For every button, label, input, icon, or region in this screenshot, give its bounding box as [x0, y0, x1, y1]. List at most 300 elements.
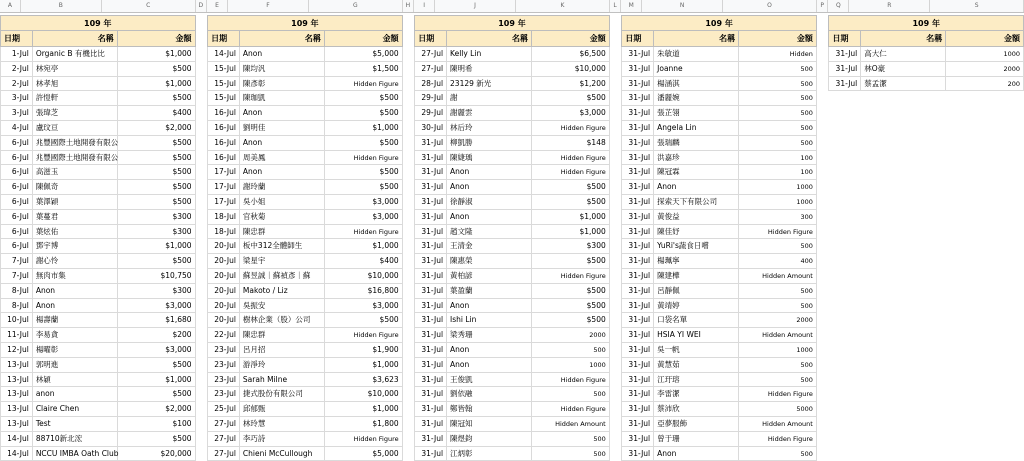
cell-name[interactable]: Anon — [33, 284, 118, 299]
column-header-p[interactable]: P — [817, 0, 829, 12]
cell-name[interactable]: Sarah Milne — [240, 373, 325, 388]
cell-amount[interactable]: $1,000 — [118, 47, 196, 62]
cell-amount[interactable]: Hidden — [739, 47, 817, 62]
cell-name[interactable]: 兆豐國際土地開發有限公 — [33, 136, 118, 151]
cell-amount[interactable]: $3,000 — [532, 106, 610, 121]
cell-date[interactable]: 31-Jul — [414, 195, 447, 210]
cell-date[interactable]: 31-Jul — [621, 225, 654, 240]
cell-amount[interactable]: $500 — [532, 299, 610, 314]
cell-amount[interactable]: 500 — [739, 136, 817, 151]
cell-name[interactable]: 梁星宇 — [240, 254, 325, 269]
cell-name[interactable]: 黃柏諺 — [447, 269, 532, 284]
header-cell-date[interactable]: 日期 — [828, 31, 861, 47]
cell-date[interactable]: 31-Jul — [621, 91, 654, 106]
cell-date[interactable]: 31-Jul — [828, 77, 861, 92]
cell-date[interactable]: 31-Jul — [414, 358, 447, 373]
column-header-f[interactable]: F — [228, 0, 309, 12]
cell-amount[interactable]: Hidden Figure — [739, 432, 817, 447]
cell-name[interactable]: 徐靜淑 — [447, 195, 532, 210]
cell-amount[interactable]: $1,500 — [325, 62, 403, 77]
cell-date[interactable]: 20-Jul — [207, 299, 240, 314]
cell-date[interactable]: 16-Jul — [207, 136, 240, 151]
cell-date[interactable]: 16-Jul — [207, 121, 240, 136]
cell-amount[interactable]: $16,800 — [325, 284, 403, 299]
header-cell-name[interactable]: 名稱 — [33, 31, 118, 47]
cell-name[interactable]: 無肉市集 — [33, 269, 118, 284]
cell-name[interactable]: 謝 — [447, 91, 532, 106]
cell-name[interactable]: 亞夢服飾 — [654, 417, 739, 432]
cell-amount[interactable]: $2,000 — [118, 121, 196, 136]
cell-amount[interactable]: $10,000 — [532, 62, 610, 77]
cell-name[interactable]: 23129 新光 — [447, 77, 532, 92]
cell-name[interactable]: 陳冠知 — [447, 417, 532, 432]
cell-amount[interactable]: $500 — [532, 91, 610, 106]
cell-name[interactable]: 陳煜鈞 — [447, 432, 532, 447]
cell-name[interactable]: 蘇昱誠｜蘇禎彥｜蘇 — [240, 269, 325, 284]
cell-date[interactable]: 31-Jul — [621, 62, 654, 77]
cell-amount[interactable]: $1,000 — [325, 121, 403, 136]
cell-amount[interactable]: 500 — [739, 91, 817, 106]
cell-name[interactable]: 洪嘉珍 — [654, 151, 739, 166]
cell-amount[interactable]: $5,000 — [325, 447, 403, 461]
column-header-d[interactable]: D — [196, 0, 208, 12]
cell-amount[interactable]: $1,000 — [118, 373, 196, 388]
cell-amount[interactable]: 500 — [739, 373, 817, 388]
header-cell-date[interactable]: 日期 — [207, 31, 240, 47]
cell-name[interactable]: 林孝旭 — [33, 77, 118, 92]
cell-amount[interactable]: 2000 — [739, 313, 817, 328]
cell-amount[interactable]: $100 — [118, 417, 196, 432]
cell-name[interactable]: Chieni McCullough — [240, 447, 325, 461]
cell-date[interactable]: 20-Jul — [207, 284, 240, 299]
cell-name[interactable]: 兆豐國際土地開發有限公 — [33, 151, 118, 166]
cell-amount[interactable]: $500 — [325, 165, 403, 180]
cell-date[interactable]: 6-Jul — [0, 195, 33, 210]
cell-date[interactable]: 31-Jul — [414, 180, 447, 195]
header-cell-amount[interactable]: 金額 — [739, 31, 817, 47]
cell-name[interactable]: 張瑞麟 — [654, 136, 739, 151]
column-header-e[interactable]: E — [207, 0, 228, 12]
cell-date[interactable]: 23-Jul — [207, 387, 240, 402]
cell-amount[interactable]: Hidden Figure — [325, 151, 403, 166]
cell-date[interactable]: 15-Jul — [207, 91, 240, 106]
cell-amount[interactable]: $1,200 — [532, 77, 610, 92]
cell-name[interactable]: Anon — [654, 180, 739, 195]
column-header-g[interactable]: G — [309, 0, 403, 12]
cell-amount[interactable]: Hidden Figure — [532, 402, 610, 417]
year-header[interactable]: 109 年 — [414, 15, 610, 31]
cell-name[interactable]: 高大仁 — [861, 47, 946, 62]
cell-amount[interactable]: $400 — [118, 106, 196, 121]
cell-date[interactable]: 31-Jul — [621, 358, 654, 373]
cell-name[interactable]: 陳惠榮 — [447, 254, 532, 269]
cell-date[interactable]: 29-Jul — [414, 91, 447, 106]
cell-name[interactable]: anon — [33, 387, 118, 402]
cell-amount[interactable]: $500 — [118, 62, 196, 77]
cell-name[interactable]: Test — [33, 417, 118, 432]
cell-name[interactable]: YuRi's蔬食日嚐 — [654, 239, 739, 254]
cell-name[interactable]: 陳佳妤 — [654, 225, 739, 240]
cell-name[interactable]: 板中312全體師生 — [240, 239, 325, 254]
cell-name[interactable]: Anon — [447, 358, 532, 373]
cell-date[interactable]: 31-Jul — [414, 447, 447, 461]
cell-date[interactable]: 16-Jul — [207, 106, 240, 121]
cell-amount[interactable]: $500 — [118, 151, 196, 166]
column-header-h[interactable]: H — [403, 0, 415, 12]
cell-amount[interactable]: $300 — [118, 225, 196, 240]
cell-amount[interactable]: $400 — [325, 254, 403, 269]
cell-date[interactable]: 23-Jul — [207, 358, 240, 373]
cell-name[interactable]: Anon — [447, 299, 532, 314]
cell-amount[interactable]: 500 — [739, 106, 817, 121]
cell-amount[interactable]: $500 — [118, 195, 196, 210]
cell-name[interactable]: Anon — [33, 299, 118, 314]
cell-date[interactable]: 3-Jul — [0, 91, 33, 106]
cell-amount[interactable]: $2,000 — [118, 402, 196, 417]
cell-amount[interactable]: $3,000 — [118, 343, 196, 358]
cell-name[interactable]: Kelly Lin — [447, 47, 532, 62]
cell-date[interactable]: 31-Jul — [621, 328, 654, 343]
cell-amount[interactable]: 500 — [739, 77, 817, 92]
cell-name[interactable]: Angela Lin — [654, 121, 739, 136]
cell-name[interactable]: 劉依融 — [447, 387, 532, 402]
cell-name[interactable]: Anon — [240, 165, 325, 180]
cell-date[interactable]: 17-Jul — [207, 195, 240, 210]
column-header-q[interactable]: Q — [828, 0, 849, 12]
cell-date[interactable]: 7-Jul — [0, 269, 33, 284]
cell-amount[interactable]: Hidden Figure — [532, 121, 610, 136]
cell-name[interactable]: 林穎 — [33, 373, 118, 388]
cell-date[interactable]: 31-Jul — [414, 210, 447, 225]
cell-name[interactable]: 許愷軒 — [33, 91, 118, 106]
cell-date[interactable]: 6-Jul — [0, 239, 33, 254]
cell-date[interactable]: 12-Jul — [0, 343, 33, 358]
cell-name[interactable]: Makoto / Liz — [240, 284, 325, 299]
cell-amount[interactable]: 2000 — [946, 62, 1024, 77]
cell-date[interactable]: 31-Jul — [621, 432, 654, 447]
cell-date[interactable]: 14-Jul — [0, 432, 33, 447]
cell-date[interactable]: 31-Jul — [414, 328, 447, 343]
cell-amount[interactable]: 500 — [739, 284, 817, 299]
cell-date[interactable]: 15-Jul — [207, 77, 240, 92]
cell-name[interactable]: 周美鳳 — [240, 151, 325, 166]
cell-name[interactable]: 趙文隆 — [447, 225, 532, 240]
cell-name[interactable]: 楊珮寧 — [654, 254, 739, 269]
cell-amount[interactable]: $1,000 — [118, 239, 196, 254]
cell-date[interactable]: 31-Jul — [414, 165, 447, 180]
cell-amount[interactable]: 2000 — [532, 328, 610, 343]
cell-date[interactable]: 7-Jul — [0, 254, 33, 269]
cell-name[interactable]: 楊曜彰 — [33, 343, 118, 358]
cell-name[interactable]: 王俊凱 — [447, 373, 532, 388]
cell-name[interactable]: 官秋菊 — [240, 210, 325, 225]
cell-name[interactable]: 曾于珊 — [654, 432, 739, 447]
cell-name[interactable]: 樹林企業（股）公司 — [240, 313, 325, 328]
cell-name[interactable]: 林宛亭 — [33, 62, 118, 77]
cell-name[interactable]: Anon — [240, 136, 325, 151]
cell-amount[interactable]: Hidden Figure — [739, 225, 817, 240]
cell-name[interactable]: 劉明佳 — [240, 121, 325, 136]
cell-date[interactable]: 6-Jul — [0, 151, 33, 166]
cell-amount[interactable]: $500 — [325, 180, 403, 195]
cell-amount[interactable]: $500 — [532, 195, 610, 210]
cell-date[interactable]: 31-Jul — [621, 239, 654, 254]
cell-amount[interactable]: $500 — [118, 180, 196, 195]
cell-name[interactable]: 李易貪 — [33, 328, 118, 343]
cell-name[interactable]: HSIA YI WEI — [654, 328, 739, 343]
column-header-b[interactable]: B — [21, 0, 102, 12]
cell-name[interactable]: 陳婕瑀 — [447, 151, 532, 166]
cell-amount[interactable]: $500 — [532, 313, 610, 328]
cell-date[interactable]: 31-Jul — [621, 180, 654, 195]
cell-name[interactable]: 游淨玲 — [240, 358, 325, 373]
cell-name[interactable]: 葉澤穎 — [33, 195, 118, 210]
column-header-o[interactable]: O — [723, 0, 817, 12]
cell-amount[interactable]: 300 — [739, 210, 817, 225]
cell-amount[interactable]: Hidden Amount — [532, 417, 610, 432]
cell-date[interactable]: 31-Jul — [414, 387, 447, 402]
cell-name[interactable]: 蔡沛欣 — [654, 402, 739, 417]
cell-date[interactable]: 31-Jul — [621, 210, 654, 225]
cell-date[interactable]: 31-Jul — [414, 313, 447, 328]
cell-amount[interactable]: $200 — [118, 328, 196, 343]
cell-date[interactable]: 2-Jul — [0, 77, 33, 92]
cell-date[interactable]: 27-Jul — [207, 432, 240, 447]
cell-date[interactable]: 6-Jul — [0, 225, 33, 240]
cell-name[interactable]: 蔡孟潔 — [861, 77, 946, 92]
column-header-n[interactable]: N — [642, 0, 723, 12]
cell-name[interactable]: Anon — [240, 47, 325, 62]
cell-date[interactable]: 10-Jul — [0, 313, 33, 328]
cell-amount[interactable]: $300 — [118, 284, 196, 299]
cell-date[interactable]: 31-Jul — [621, 284, 654, 299]
column-header-c[interactable]: C — [102, 0, 196, 12]
cell-amount[interactable]: $3,000 — [325, 299, 403, 314]
cell-name[interactable]: Anon — [654, 447, 739, 461]
cell-name[interactable]: 江炳彰 — [447, 447, 532, 461]
cell-amount[interactable]: $500 — [325, 313, 403, 328]
cell-name[interactable]: 口袋名單 — [654, 313, 739, 328]
cell-amount[interactable]: $500 — [532, 284, 610, 299]
cell-date[interactable]: 31-Jul — [621, 106, 654, 121]
cell-amount[interactable]: $500 — [118, 432, 196, 447]
cell-amount[interactable]: $1,000 — [325, 358, 403, 373]
cell-amount[interactable]: $500 — [325, 106, 403, 121]
cell-amount[interactable]: Hidden Figure — [532, 151, 610, 166]
cell-amount[interactable]: Hidden Figure — [739, 387, 817, 402]
cell-date[interactable]: 31-Jul — [828, 62, 861, 77]
cell-amount[interactable]: 1000 — [739, 180, 817, 195]
cell-name[interactable]: 呂靜佩 — [654, 284, 739, 299]
cell-date[interactable]: 31-Jul — [621, 136, 654, 151]
column-header-r[interactable]: R — [849, 0, 930, 12]
cell-name[interactable]: 李雷潔 — [654, 387, 739, 402]
cell-date[interactable]: 31-Jul — [621, 387, 654, 402]
cell-date[interactable]: 31-Jul — [621, 195, 654, 210]
cell-name[interactable]: 吳一帆 — [654, 343, 739, 358]
cell-date[interactable]: 31-Jul — [414, 417, 447, 432]
cell-date[interactable]: 18-Jul — [207, 225, 240, 240]
cell-amount[interactable]: $1,000 — [325, 239, 403, 254]
cell-date[interactable]: 27-Jul — [414, 62, 447, 77]
cell-name[interactable]: 張芷翎 — [654, 106, 739, 121]
cell-date[interactable]: 31-Jul — [621, 299, 654, 314]
cell-amount[interactable]: 100 — [739, 165, 817, 180]
column-header-m[interactable]: M — [621, 0, 642, 12]
cell-name[interactable]: 謝玲蘭 — [240, 180, 325, 195]
cell-date[interactable]: 17-Jul — [207, 165, 240, 180]
cell-date[interactable]: 11-Jul — [0, 328, 33, 343]
cell-name[interactable]: 楊涵淇 — [654, 77, 739, 92]
cell-name[interactable]: 黃慧茹 — [654, 358, 739, 373]
cell-date[interactable]: 31-Jul — [621, 447, 654, 461]
cell-date[interactable]: 31-Jul — [621, 121, 654, 136]
cell-amount[interactable]: 500 — [739, 62, 817, 77]
header-cell-amount[interactable]: 金額 — [118, 31, 196, 47]
cell-date[interactable]: 16-Jul — [207, 151, 240, 166]
cell-date[interactable]: 31-Jul — [414, 299, 447, 314]
cell-name[interactable]: Ishi Lin — [447, 313, 532, 328]
cell-name[interactable]: 盧玟亘 — [33, 121, 118, 136]
cell-name[interactable]: 探索天下有限公司 — [654, 195, 739, 210]
header-cell-date[interactable]: 日期 — [414, 31, 447, 47]
cell-name[interactable]: 林玲慧 — [240, 417, 325, 432]
cell-amount[interactable]: Hidden Figure — [325, 328, 403, 343]
cell-name[interactable]: 謝麗雲 — [447, 106, 532, 121]
column-header-i[interactable]: I — [414, 0, 435, 12]
cell-name[interactable]: 謝心怜 — [33, 254, 118, 269]
cell-amount[interactable]: $500 — [325, 91, 403, 106]
cell-amount[interactable]: $500 — [118, 254, 196, 269]
header-cell-name[interactable]: 名稱 — [861, 31, 946, 47]
cell-date[interactable]: 14-Jul — [0, 447, 33, 461]
cell-date[interactable]: 1-Jul — [0, 47, 33, 62]
cell-date[interactable]: 31-Jul — [828, 47, 861, 62]
cell-name[interactable]: Anon — [447, 180, 532, 195]
cell-amount[interactable]: Hidden Amount — [739, 328, 817, 343]
cell-date[interactable]: 6-Jul — [0, 180, 33, 195]
cell-name[interactable]: 葉炫佑 — [33, 225, 118, 240]
cell-date[interactable]: 29-Jul — [414, 106, 447, 121]
cell-name[interactable]: 捷式股份有限公司 — [240, 387, 325, 402]
cell-date[interactable]: 18-Jul — [207, 210, 240, 225]
cell-name[interactable]: 吳振安 — [240, 299, 325, 314]
cell-name[interactable]: 吳小姐 — [240, 195, 325, 210]
cell-amount[interactable]: $6,500 — [532, 47, 610, 62]
cell-date[interactable]: 23-Jul — [207, 373, 240, 388]
cell-name[interactable]: Joanne — [654, 62, 739, 77]
cell-amount[interactable]: $1,800 — [325, 417, 403, 432]
cell-date[interactable]: 31-Jul — [621, 254, 654, 269]
cell-name[interactable]: 林后玲 — [447, 121, 532, 136]
cell-name[interactable]: 鄧宇博 — [33, 239, 118, 254]
cell-date[interactable]: 31-Jul — [414, 269, 447, 284]
cell-date[interactable]: 31-Jul — [414, 239, 447, 254]
cell-name[interactable]: NCCU IMBA Oath Club — [33, 447, 118, 461]
cell-name[interactable]: 潘麗婉 — [654, 91, 739, 106]
header-cell-date[interactable]: 日期 — [0, 31, 33, 47]
cell-date[interactable]: 31-Jul — [621, 313, 654, 328]
cell-amount[interactable]: 500 — [532, 343, 610, 358]
cell-date[interactable]: 31-Jul — [414, 432, 447, 447]
header-cell-amount[interactable]: 金額 — [946, 31, 1024, 47]
cell-date[interactable]: 4-Jul — [0, 121, 33, 136]
cell-amount[interactable]: $1,000 — [532, 210, 610, 225]
cell-name[interactable]: 張瑋芝 — [33, 106, 118, 121]
cell-date[interactable]: 20-Jul — [207, 313, 240, 328]
cell-amount[interactable]: Hidden Amount — [739, 417, 817, 432]
cell-amount[interactable]: Hidden Amount — [739, 269, 817, 284]
cell-date[interactable]: 20-Jul — [207, 254, 240, 269]
cell-amount[interactable]: $500 — [118, 165, 196, 180]
cell-name[interactable]: 林O豪 — [861, 62, 946, 77]
cell-name[interactable]: 陳佩奇 — [33, 180, 118, 195]
cell-name[interactable]: Anon — [447, 165, 532, 180]
header-cell-name[interactable]: 名稱 — [447, 31, 532, 47]
cell-date[interactable]: 31-Jul — [414, 225, 447, 240]
cell-name[interactable]: 黃靖婷 — [654, 299, 739, 314]
cell-name[interactable]: 李巧詩 — [240, 432, 325, 447]
cell-date[interactable]: 31-Jul — [414, 373, 447, 388]
cell-name[interactable]: Claire Chen — [33, 402, 118, 417]
cell-amount[interactable]: Hidden Figure — [325, 225, 403, 240]
cell-name[interactable]: 88710新北浤 — [33, 432, 118, 447]
cell-amount[interactable]: 1000 — [532, 358, 610, 373]
cell-amount[interactable]: 500 — [739, 299, 817, 314]
cell-amount[interactable]: Hidden Figure — [325, 432, 403, 447]
cell-date[interactable]: 31-Jul — [621, 343, 654, 358]
cell-name[interactable]: 邱郁甄 — [240, 402, 325, 417]
cell-amount[interactable]: 500 — [739, 447, 817, 461]
year-header[interactable]: 109 年 — [207, 15, 403, 31]
cell-date[interactable]: 25-Jul — [207, 402, 240, 417]
cell-name[interactable]: 梁秀珊 — [447, 328, 532, 343]
cell-amount[interactable]: $1,000 — [118, 77, 196, 92]
cell-amount[interactable]: 5000 — [739, 402, 817, 417]
cell-amount[interactable]: 1000 — [946, 47, 1024, 62]
cell-amount[interactable]: $1,900 — [325, 343, 403, 358]
cell-name[interactable]: 王清金 — [447, 239, 532, 254]
cell-amount[interactable]: $3,000 — [118, 299, 196, 314]
cell-amount[interactable]: $1,680 — [118, 313, 196, 328]
cell-date[interactable]: 31-Jul — [621, 417, 654, 432]
column-header-k[interactable]: K — [516, 0, 610, 12]
cell-date[interactable]: 31-Jul — [621, 151, 654, 166]
cell-amount[interactable]: $500 — [532, 254, 610, 269]
cell-name[interactable]: 陳冠霖 — [654, 165, 739, 180]
cell-date[interactable]: 28-Jul — [414, 77, 447, 92]
cell-amount[interactable]: 100 — [739, 151, 817, 166]
cell-amount[interactable]: 500 — [532, 387, 610, 402]
cell-name[interactable]: Anon — [447, 343, 532, 358]
cell-name[interactable]: 陳建樺 — [654, 269, 739, 284]
cell-amount[interactable]: $10,750 — [118, 269, 196, 284]
cell-amount[interactable]: Hidden Figure — [532, 165, 610, 180]
header-cell-name[interactable]: 名稱 — [240, 31, 325, 47]
cell-amount[interactable]: 500 — [532, 432, 610, 447]
cell-amount[interactable]: Hidden Figure — [532, 269, 610, 284]
header-cell-amount[interactable]: 金額 — [532, 31, 610, 47]
cell-date[interactable]: 31-Jul — [621, 77, 654, 92]
cell-date[interactable]: 31-Jul — [414, 402, 447, 417]
cell-amount[interactable]: $3,623 — [325, 373, 403, 388]
cell-name[interactable]: 呂月招 — [240, 343, 325, 358]
cell-date[interactable]: 31-Jul — [621, 165, 654, 180]
cell-name[interactable]: Anon — [447, 210, 532, 225]
cell-amount[interactable]: $3,000 — [325, 210, 403, 225]
cell-name[interactable]: 陳珈凱 — [240, 91, 325, 106]
cell-date[interactable]: 6-Jul — [0, 210, 33, 225]
